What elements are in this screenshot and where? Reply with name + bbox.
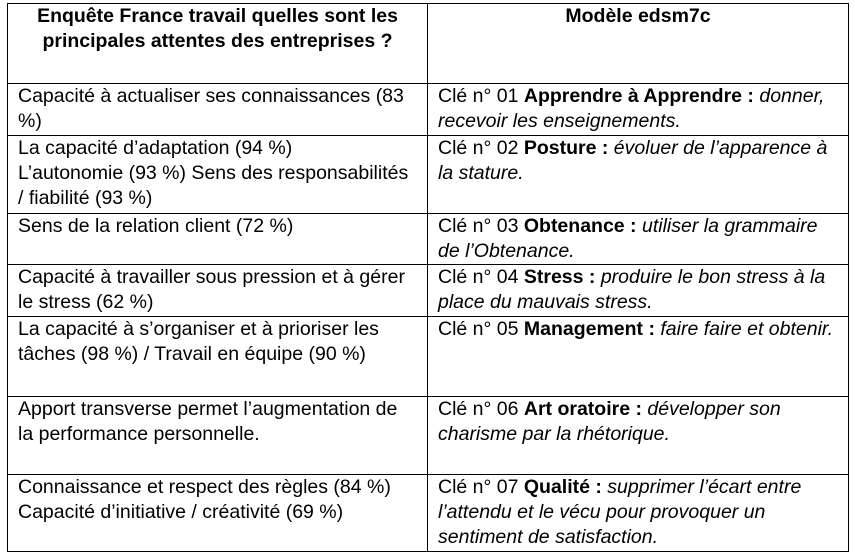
header-model: Modèle edsm7c — [428, 4, 849, 84]
expectation-text: Capacité d’initiative / créativité (69 %) — [18, 501, 344, 523]
key-number: Clé n° 03 — [438, 215, 519, 237]
key-name: Apprendre à Apprendre : — [523, 85, 754, 107]
key-number: Clé n° 01 — [438, 85, 519, 107]
expectation-text: L’autonomie (93 %) Sens des responsabilités / fiabilité (93 %) — [18, 162, 409, 209]
key-number: Clé n° 06 — [438, 398, 519, 420]
expectation-text: La capacité à s’organiser et à prioriser les tâches (98 %) / Travail en équipe (90 %) — [18, 318, 379, 365]
key-description: développer son charisme par la rhétorique. — [438, 398, 781, 445]
table-row — [8, 475, 849, 552]
key-cell — [428, 397, 849, 475]
key-number: Clé n° 07 — [438, 476, 519, 498]
expectation-text: La capacité d’adaptation (94 %) — [18, 137, 293, 159]
expectation-cell — [8, 317, 428, 397]
expectation-cell — [8, 84, 428, 136]
key-cell — [428, 214, 849, 265]
expectation-cell — [8, 136, 428, 214]
key-number: Clé n° 02 — [438, 137, 519, 159]
key-name: Stress : — [523, 266, 596, 288]
key-description: évoluer de l’apparence à la stature. — [438, 137, 828, 184]
expectation-text: Capacité à actualiser ses connaissances (83 %) — [18, 85, 404, 132]
key-cell — [428, 84, 849, 136]
header-survey: Enquête France travail quelles sont les principales attentes des entreprises ? — [8, 4, 428, 84]
key-description: donner, recevoir les enseignements. — [438, 85, 825, 132]
key-cell — [428, 265, 849, 317]
key-cell — [428, 136, 849, 214]
key-name: Management : — [523, 318, 655, 340]
key-name: Posture : — [523, 137, 609, 159]
table-row — [8, 265, 849, 317]
table-row — [8, 136, 849, 214]
table-row — [8, 214, 849, 265]
expectation-text: Capacité à travailler sous pression et à gérer le stress (62 %) — [18, 266, 405, 313]
key-name: Qualité : — [523, 476, 602, 498]
table-header-row — [8, 4, 849, 84]
expectation-cell — [8, 214, 428, 265]
key-description: faire faire et obtenir. — [660, 318, 834, 340]
expectation-text: Apport transverse permet l’augmentation de la performance personnelle. — [18, 398, 398, 445]
key-name: Obtenance : — [523, 215, 637, 237]
expectation-text: Connaissance et respect des règles (84 %) — [18, 476, 391, 498]
comparison-table — [7, 3, 849, 552]
key-cell — [428, 317, 849, 397]
expectation-text: Sens de la relation client (72 %) — [18, 215, 294, 237]
table-row — [8, 84, 849, 136]
key-name: Art oratoire : — [523, 398, 642, 420]
expectation-cell — [8, 475, 428, 552]
key-cell — [428, 475, 849, 552]
key-number: Clé n° 04 — [438, 266, 519, 288]
table-row — [8, 317, 849, 397]
key-number: Clé n° 05 — [438, 318, 519, 340]
expectation-cell — [8, 397, 428, 475]
key-description: utiliser la grammaire de l’Obtenance. — [438, 215, 818, 262]
key-description: produire le bon stress à la place du mauvais stress. — [438, 266, 826, 313]
table-row — [8, 397, 849, 475]
expectation-cell — [8, 265, 428, 317]
key-description: supprimer l’écart entre l’attendu et le vécu pour provoquer un sentiment de satisfaction. — [438, 476, 802, 548]
